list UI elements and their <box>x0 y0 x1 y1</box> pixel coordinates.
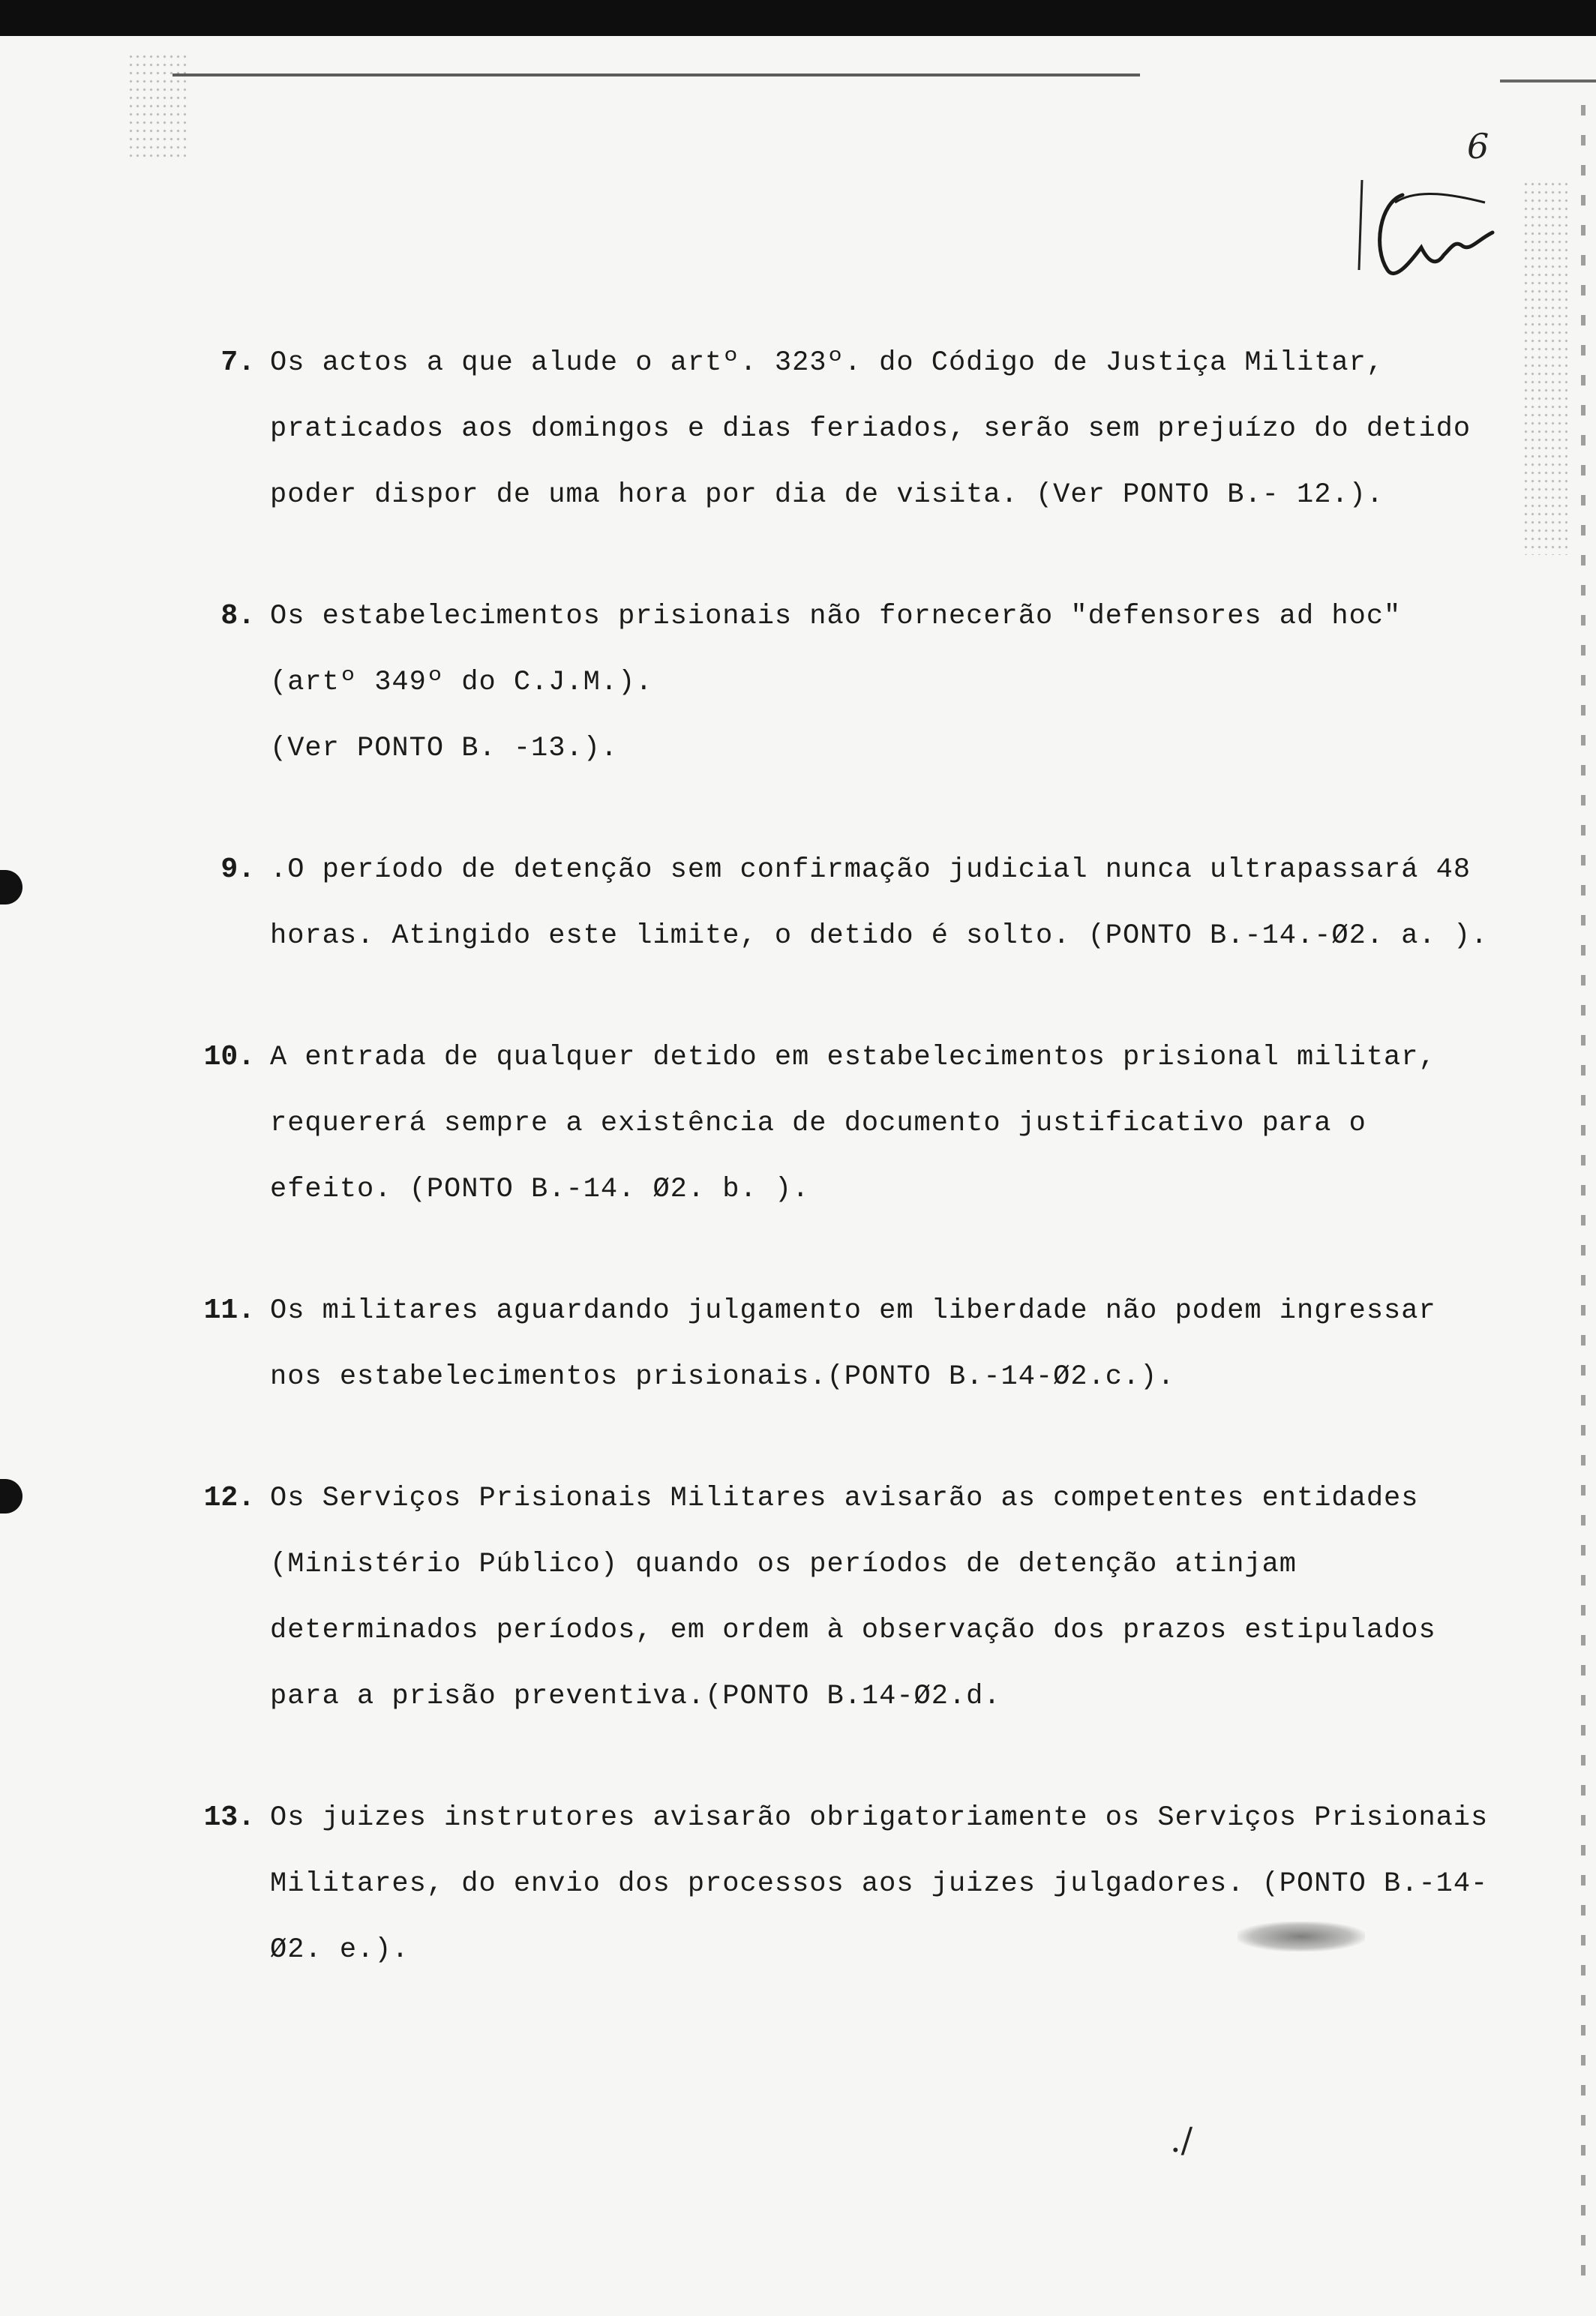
punch-hole-upper <box>0 870 22 904</box>
page-number: 6 <box>1467 126 1490 166</box>
clause-text: Os juizes instrutores avisarão obrigatoriamente os Serviços Prisionais Militares, do envio dos processos aos juizes julgadores. (PONTO B.-14-Ø2. e.). <box>270 1802 1506 1966</box>
clause-7 <box>195 330 1500 528</box>
clause-text: Os estabelecimentos prisionais não fornecerão "defensores ad hoc" (artº 349º do C.J.M.). (Ver PONTO B. -13.). <box>270 601 1402 764</box>
scan-top-border <box>0 0 1596 36</box>
clause-13 <box>195 1785 1506 1983</box>
clause-12 <box>195 1466 1500 1730</box>
header-rule-right <box>1500 80 1596 82</box>
clause-text: Os actos a que alude o artº. 323º. do Código de Justiça Militar, praticados aos domingos e dias feriados, serão sem prejuízo do detido poder dispor de uma hora por dia de visita. (Ver PONTO B.- 12.). <box>270 347 1489 511</box>
ink-blot <box>1238 1922 1365 1952</box>
clause-text: .O período de detenção sem confirmação judicial nunca ultrapassará 48 horas. Atingido este limite, o detido é solto. (PONTO B.-14.-Ø2. a. ). <box>270 854 1489 952</box>
clause-text: Os militares aguardando julgamento em liberdade não podem ingressar nos estabelecimentos prisionais.(PONTO B.-14-Ø2.c.). <box>270 1295 1454 1393</box>
scan-specks <box>128 52 188 158</box>
clause-text: A entrada de qualquer detido em estabelecimentos prisional militar, requererá sempre a existência de documento justificativo para o efeito. (PONTO B.-14. Ø2. b. ). <box>270 1042 1454 1205</box>
clause-11 <box>195 1278 1500 1410</box>
clause-text: Os Serviços Prisionais Militares avisarão as competentes entidades (Ministério Público) quando os períodos de detenção atinjam determinados períodos, em ordem à observação dos prazos estipulados para a prisão preventiva.(PONTO B.14-Ø2.d. <box>270 1483 1454 1712</box>
clause-number: 8. <box>220 600 255 632</box>
clause-number: 13. <box>203 1802 255 1834</box>
clause-number: 7. <box>220 346 255 379</box>
clause-number: 9. <box>220 854 255 886</box>
handwritten-signature <box>1350 150 1500 300</box>
numbered-clauses <box>195 330 1506 2038</box>
scan-specks-right <box>1522 180 1568 555</box>
clause-number: 12. <box>203 1482 255 1514</box>
clause-10 <box>195 1024 1500 1222</box>
clause-8 <box>195 584 1500 782</box>
scan-right-edge <box>1581 105 1586 2280</box>
header-rule <box>172 74 1140 76</box>
clause-number: 11. <box>203 1294 255 1327</box>
punch-hole-lower <box>0 1479 22 1514</box>
clause-number: 10. <box>203 1041 255 1073</box>
clause-9 <box>195 837 1500 969</box>
closing-mark: ./ <box>1170 2120 1193 2160</box>
